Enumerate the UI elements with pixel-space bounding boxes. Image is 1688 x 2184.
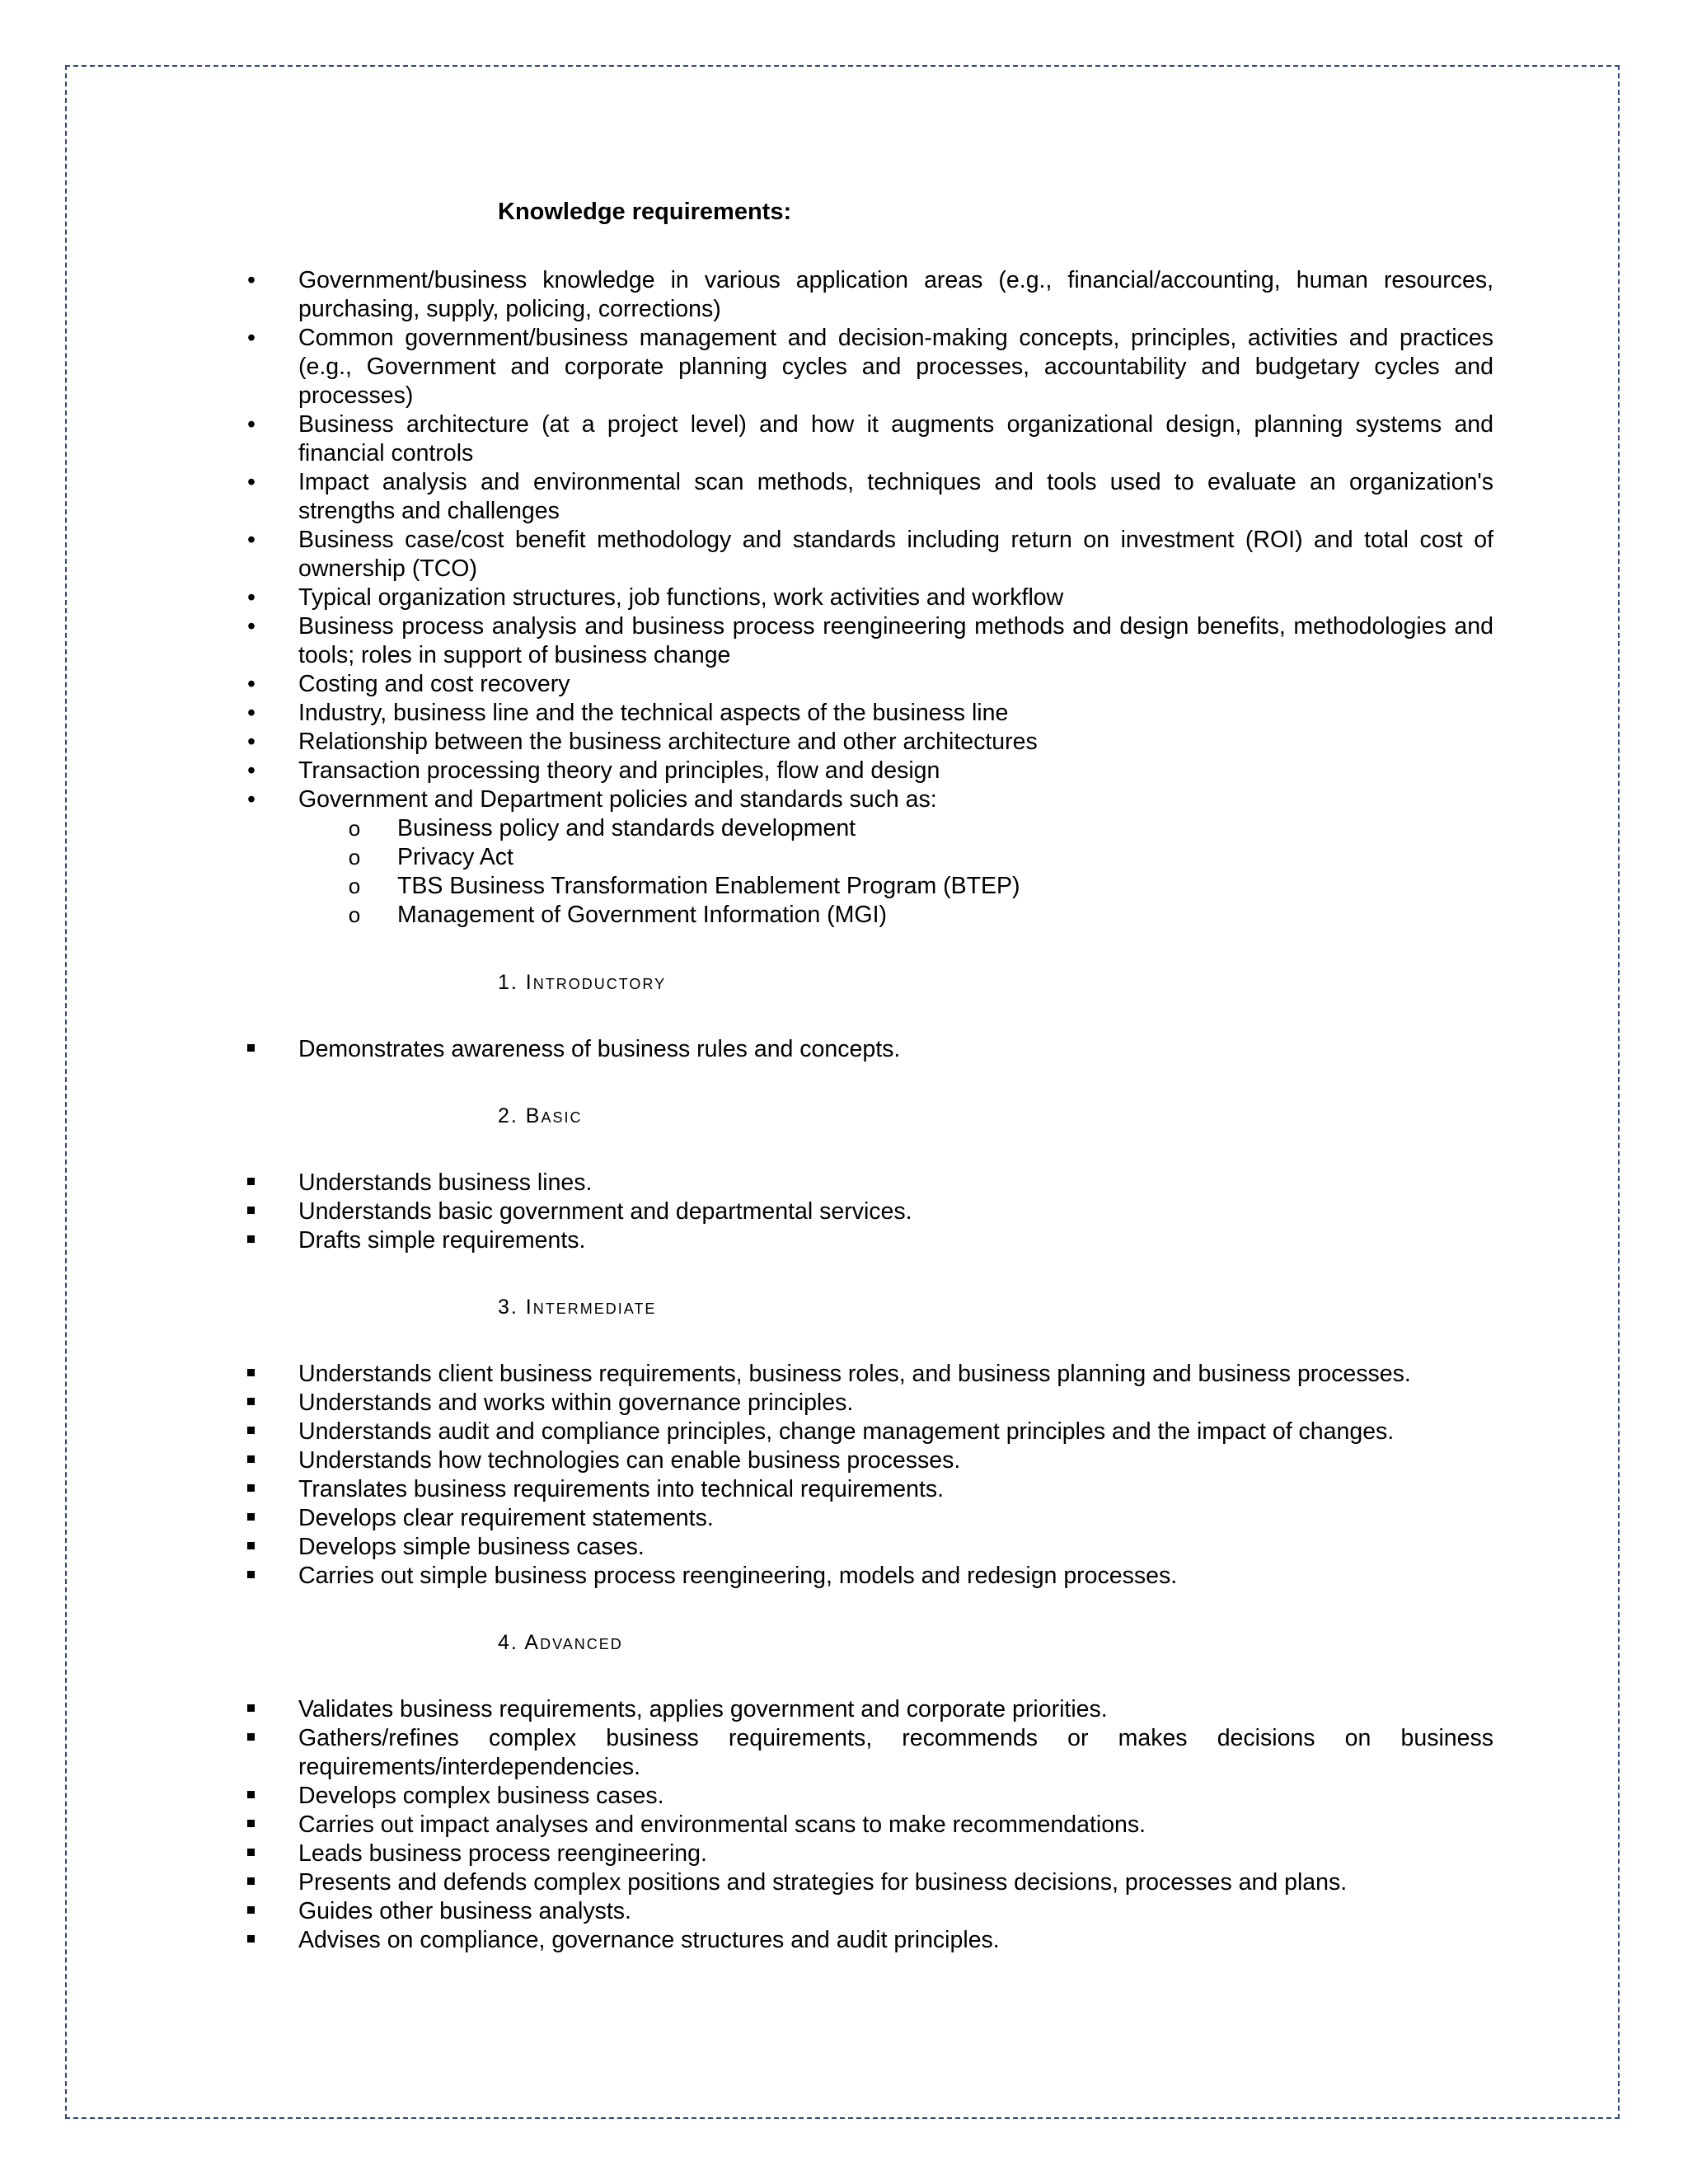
list-item-text: Impact analysis and environmental scan methods, techniques and tools used to evaluate an organization's strengths and challenges <box>298 469 1493 524</box>
bullet-icon: • <box>247 729 256 755</box>
list-item <box>247 1360 1493 1389</box>
list-item <box>247 728 1493 757</box>
list-item-text: Translates business requirements into technical requirements. <box>298 1476 945 1502</box>
level-heading-intermediate: 3. Intermediate <box>498 1296 657 1319</box>
list-item-text: Relationship between the business architecture and other architectures <box>298 729 1038 755</box>
list-item-text: Government/business knowledge in various application areas (e.g., financial/accounting, human resources, purchasing, supply, policing, corrections) <box>298 267 1493 322</box>
list-item-text: Develops complex business cases. <box>298 1783 664 1809</box>
list-item-text: Industry, business line and the technical aspects of the business line <box>298 700 1009 726</box>
bullet-icon: • <box>247 700 256 726</box>
list-item <box>247 583 1493 612</box>
list-item <box>247 1562 1493 1591</box>
list-item-text: Understands how technologies can enable business processes. <box>298 1447 961 1474</box>
list-item <box>247 757 1493 785</box>
list-item-text: Leads business process reengineering. <box>298 1840 707 1867</box>
list-item-text: Costing and cost recovery <box>298 671 570 697</box>
list-item-text: Validates business requirements, applies government and corporate priorities. <box>298 1696 1108 1722</box>
sublist-item <box>247 843 1493 872</box>
circle-bullet-icon: o <box>348 874 361 898</box>
level-heading-introductory: 1. Introductory <box>498 971 667 994</box>
list-item-text: Typical organization structures, job functions, work activities and workflow <box>298 584 1064 611</box>
list-item-text: Business architecture (at a project level) and how it augments organizational design, planning systems and financial controls <box>298 411 1493 466</box>
knowledge-list <box>247 266 1493 814</box>
list-item-text: Drafts simple requirements. <box>298 1227 586 1254</box>
list-item-text: Understands basic government and departmental services. <box>298 1198 912 1225</box>
square-bullet-icon <box>247 1446 264 1475</box>
list-item <box>247 1533 1493 1562</box>
square-bullet-icon <box>247 1533 264 1562</box>
list-item <box>247 1504 1493 1533</box>
list-item <box>247 1724 1493 1782</box>
list-item-text: Transaction processing theory and principles, flow and design <box>298 757 940 784</box>
list-item <box>247 612 1493 670</box>
list-item-text: Common government/business management and decision-making concepts, principles, activities and practices (e.g., Government and corporate planning cycles and processes, accountability and budgetary cycles and processes) <box>298 325 1493 409</box>
list-item <box>247 1782 1493 1811</box>
list-item-text: Business process analysis and business process reengineering methods and design benefits, methodologies and tools; roles in support of business change <box>298 613 1493 668</box>
list-item <box>247 1446 1493 1475</box>
sublist-item <box>247 901 1493 930</box>
square-bullet-icon <box>247 1868 264 1897</box>
list-item-text: Understands client business requirements, business roles, and business planning and business processes. <box>298 1361 1411 1387</box>
list-item <box>247 266 1493 324</box>
list-item-text: Understands business lines. <box>298 1169 593 1196</box>
square-bullet-icon <box>247 1389 264 1418</box>
bullet-icon: • <box>247 786 256 813</box>
sublist-item <box>247 814 1493 843</box>
list-item-text: Understands audit and compliance principles, change management principles and the impact of changes. <box>298 1418 1395 1445</box>
list-item <box>247 1035 1493 1064</box>
list-item <box>247 526 1493 583</box>
list-item <box>247 1475 1493 1504</box>
bullet-icon: • <box>247 469 256 495</box>
level-list-basic <box>247 1169 1493 1255</box>
list-item <box>247 1389 1493 1418</box>
level-heading-advanced: 4. Advanced <box>498 1631 623 1654</box>
list-item-text: Presents and defends complex positions and strategies for business decisions, processes and plans. <box>298 1869 1348 1896</box>
circle-bullet-icon: o <box>348 902 361 927</box>
list-item <box>247 670 1493 699</box>
list-item <box>247 324 1493 410</box>
list-item <box>247 1197 1493 1226</box>
list-item <box>247 1926 1493 1955</box>
sublist-item <box>247 872 1493 901</box>
list-item <box>247 1868 1493 1897</box>
square-bullet-icon <box>247 1897 264 1926</box>
bullet-icon: • <box>247 613 256 640</box>
list-item-text: Carries out simple business process reengineering, models and redesign processes. <box>298 1563 1178 1589</box>
list-item <box>247 468 1493 526</box>
square-bullet-icon <box>247 1418 264 1446</box>
list-item-text: Develops simple business cases. <box>298 1534 645 1560</box>
square-bullet-icon <box>247 1035 264 1064</box>
square-bullet-icon <box>247 1360 264 1389</box>
list-item-text: Business case/cost benefit methodology and standards including return on investment (ROI) and total cost of ownership (TCO) <box>298 527 1493 582</box>
square-bullet-icon <box>247 1782 264 1811</box>
square-bullet-icon <box>247 1169 264 1197</box>
policy-sublist <box>247 814 1493 930</box>
sublist-item-text: Privacy Act <box>397 844 513 870</box>
square-bullet-icon <box>247 1562 264 1591</box>
bullet-icon: • <box>247 671 256 697</box>
list-item-text: Gathers/refines complex business requirements, recommends or makes decisions on business requirements/interdependencies. <box>298 1725 1493 1780</box>
list-item-text: Guides other business analysts. <box>298 1898 631 1924</box>
bullet-icon: • <box>247 267 256 293</box>
list-item <box>247 1811 1493 1840</box>
list-item <box>247 1840 1493 1868</box>
list-item <box>247 1226 1493 1255</box>
list-item <box>247 699 1493 728</box>
section-heading: Knowledge requirements: <box>498 199 792 225</box>
list-item-text: Understands and works within governance principles. <box>298 1390 854 1416</box>
bullet-icon: • <box>247 325 256 351</box>
list-item-text: Government and Department policies and standards such as: <box>298 786 937 813</box>
list-item-text: Develops clear requirement statements. <box>298 1505 714 1531</box>
square-bullet-icon <box>247 1926 264 1955</box>
circle-bullet-icon: o <box>348 816 361 841</box>
bullet-icon: • <box>247 411 256 438</box>
list-item <box>247 1418 1493 1446</box>
sublist-item-text: Management of Government Information (MGI) <box>397 902 887 928</box>
list-item <box>247 1169 1493 1197</box>
level-list-advanced <box>247 1695 1493 1955</box>
document-content <box>247 198 1493 1955</box>
list-item-text: Carries out impact analyses and environmental scans to make recommendations. <box>298 1811 1146 1838</box>
list-item <box>247 410 1493 468</box>
square-bullet-icon <box>247 1695 264 1724</box>
square-bullet-icon <box>247 1504 264 1533</box>
bullet-icon: • <box>247 584 256 611</box>
square-bullet-icon <box>247 1226 264 1255</box>
list-item-text: Demonstrates awareness of business rules and concepts. <box>298 1036 901 1062</box>
square-bullet-icon <box>247 1840 264 1868</box>
square-bullet-icon <box>247 1811 264 1840</box>
level-heading-basic: 2. Basic <box>498 1104 583 1127</box>
square-bullet-icon <box>247 1475 264 1504</box>
level-list-introductory <box>247 1035 1493 1064</box>
list-item <box>247 1897 1493 1926</box>
square-bullet-icon <box>247 1724 264 1753</box>
level-list-intermediate <box>247 1360 1493 1591</box>
sublist-item-text: Business policy and standards development <box>397 815 856 841</box>
circle-bullet-icon: o <box>348 845 361 869</box>
square-bullet-icon <box>247 1197 264 1226</box>
list-item <box>247 785 1493 814</box>
sublist-item-text: TBS Business Transformation Enablement Program (BTEP) <box>397 873 1020 899</box>
list-item <box>247 1695 1493 1724</box>
bullet-icon: • <box>247 757 256 784</box>
bullet-icon: • <box>247 527 256 553</box>
list-item-text: Advises on compliance, governance structures and audit principles. <box>298 1927 1000 1953</box>
